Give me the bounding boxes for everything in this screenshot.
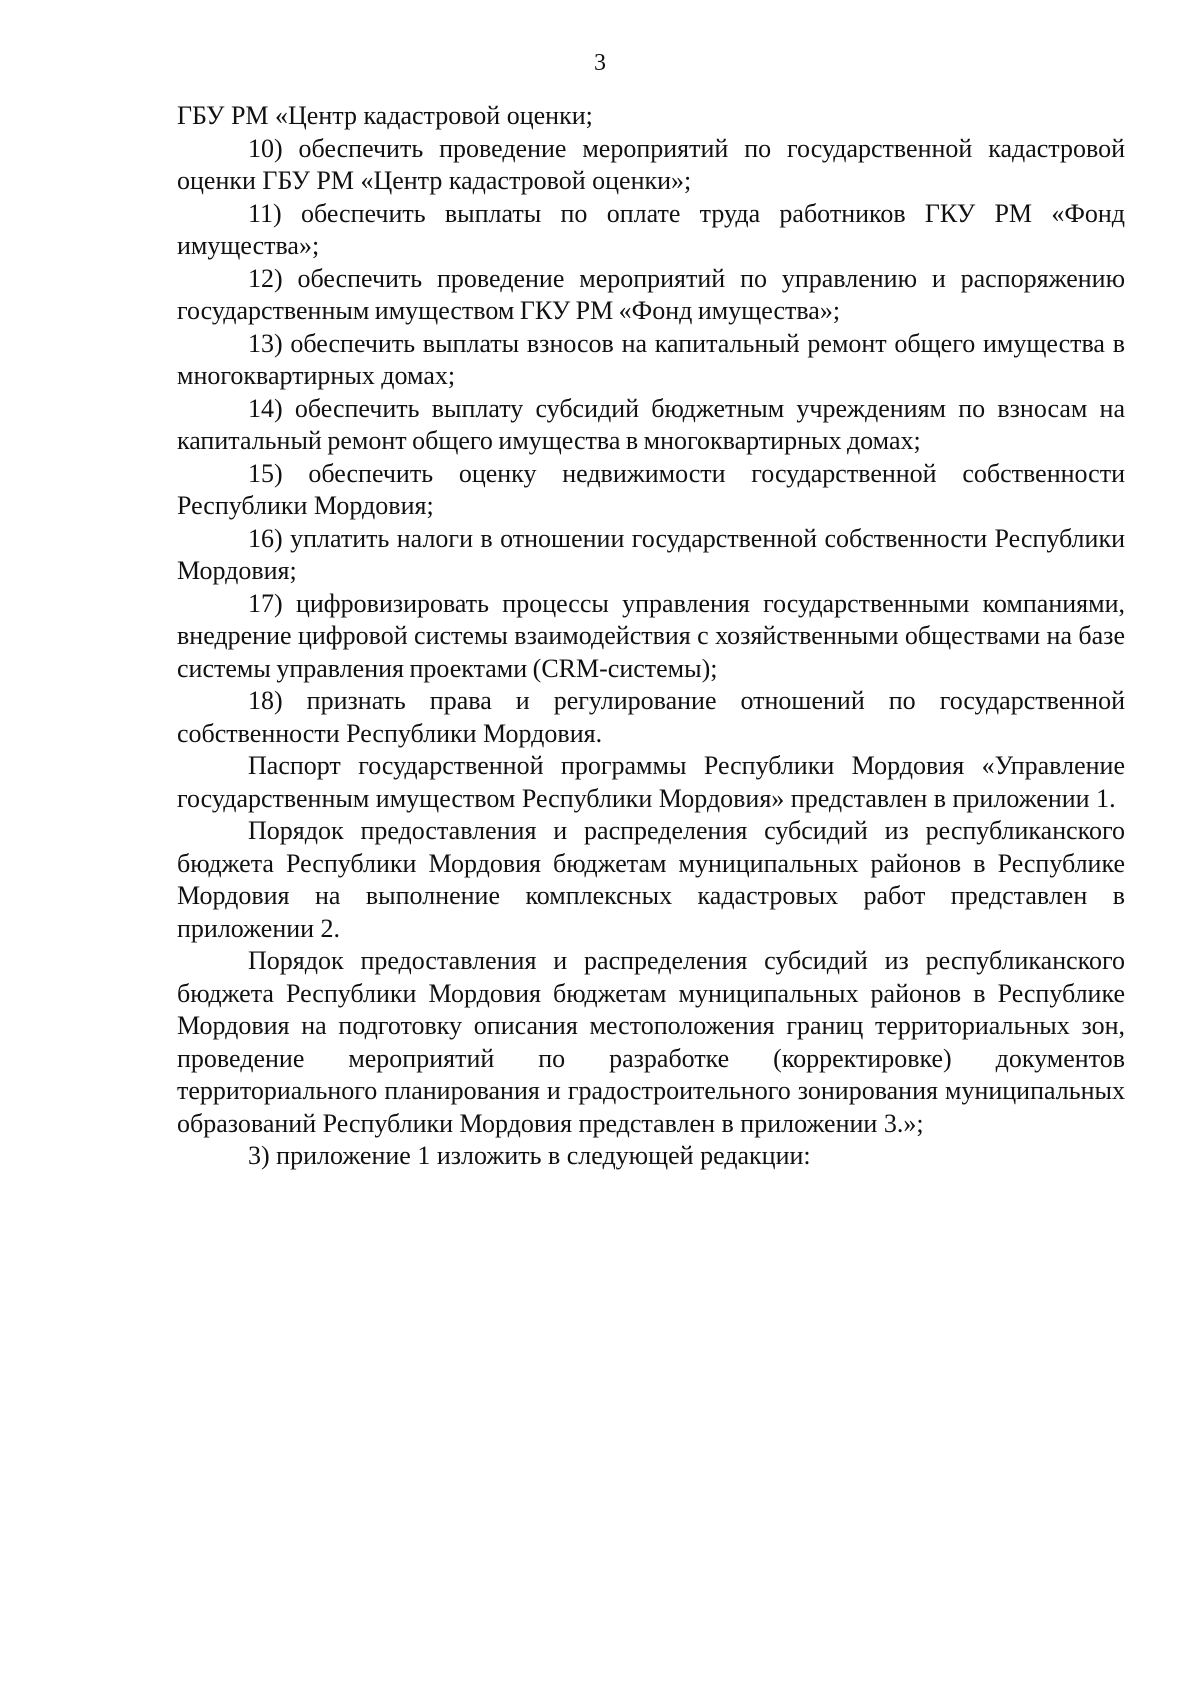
paragraph-appendix-2: Порядок предоставления и распределения субсидий из республиканского бюджета Республики Мордовия бюджетам муниципальных районов в Республике Мордовия на выполнение комплексных кадастровых работ представлен в приложении 2. (177, 816, 1125, 943)
list-item-16: 16) уплатить налоги в отношении государственной собственности Республики Мордовия; (177, 523, 1125, 585)
list-item-12: 12) обеспечить проведение мероприятий по управлению и распоряжению государственным имуществом ГКУ РМ «Фонд имущества»; (177, 263, 1125, 325)
list-item-14: 14) обеспечить выплату субсидий бюджетным учреждениям по взносам на капитальный ремонт общего имущества в многоквартирных домах; (177, 393, 1125, 455)
list-item-17: 17) цифровизировать процессы управления государственными компаниями, внедрение цифровой системы взаимодействия с хозяйственными обществами на базе системы управления проектами (CRM-системы); (177, 588, 1125, 683)
paragraph-continuation: ГБУ РМ «Центр кадастровой оценки; (177, 101, 593, 130)
list-item-10: 10) обеспечить проведение мероприятий по государственной кадастровой оценки ГБУ РМ «Центр кадастровой оценки»; (177, 133, 1125, 195)
amendment-item-3: 3) приложение 1 изложить в следующей редакции: (248, 1141, 811, 1170)
paragraph-passport: Паспорт государственной программы Республики Мордовия «Управление государственным имуществом Республики Мордовия» представлен в приложении 1. (177, 751, 1125, 813)
list-item-13: 13) обеспечить выплаты взносов на капитальный ремонт общего имущества в многоквартирных домах; (177, 328, 1125, 390)
list-item-18: 18) признать права и регулирование отношений по государственной собственности Республики Мордовия. (177, 686, 1125, 748)
document-body (177, 100, 1125, 1173)
paragraph-appendix-3: Порядок предоставления и распределения субсидий из республиканского бюджета Республики Мордовия бюджетам муниципальных районов в Республике Мордовия на подготовку описания местоположения границ территориальных зон, проведение мероприятий по разработке (корректировке) документов территориального планирования и градостроительного зонирования муниципальных образований Республики Мордовия представлен в приложении 3.»; (177, 946, 1125, 1138)
list-item-15: 15) обеспечить оценку недвижимости государственной собственности Республики Мордовия; (177, 458, 1125, 520)
list-item-11: 11) обеспечить выплаты по оплате труда работников ГКУ РМ «Фонд имущества»; (177, 198, 1125, 260)
page-number: 3 (594, 50, 606, 76)
